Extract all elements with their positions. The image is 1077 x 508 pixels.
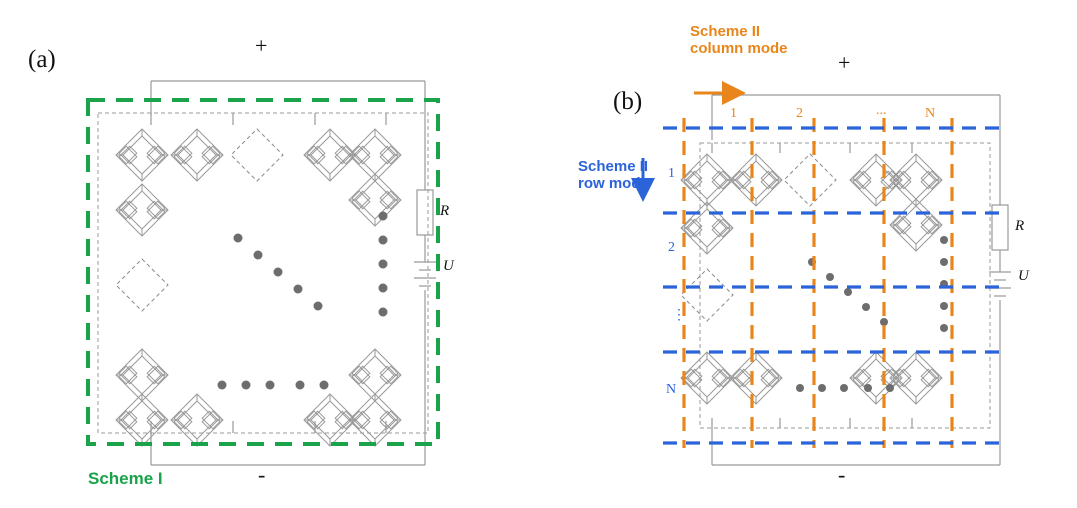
row-mode-line-2: row mode xyxy=(578,175,649,193)
ellipsis-dots-a xyxy=(218,212,388,390)
panel-a xyxy=(88,81,438,465)
column-mode-line-2: column mode xyxy=(690,40,788,58)
panel-b xyxy=(643,93,1011,465)
column-mode-line-1: Scheme II xyxy=(690,23,761,40)
cell-array-a xyxy=(116,129,401,446)
column-separators xyxy=(684,118,952,448)
panel-b-minus-sign: - xyxy=(838,462,846,487)
column-number-2: 2 xyxy=(796,106,803,121)
panel-b-plus-sign: + xyxy=(838,50,851,75)
column-number-1: 1 xyxy=(730,106,737,121)
panel-b-voltage-label: U xyxy=(1018,268,1029,284)
scheme-1-label: Scheme I xyxy=(88,469,163,488)
panel-b-resistor-label: R xyxy=(1015,218,1025,234)
panel-a-plus-sign: + xyxy=(255,33,268,58)
cell-array-b xyxy=(681,154,942,404)
row-number-ellipsis: ⋮ xyxy=(672,308,686,323)
row-number-n: N xyxy=(666,382,677,397)
column-number-ellipsis: ... xyxy=(876,103,887,118)
row-mode-line-1: Scheme II xyxy=(578,158,649,175)
panel-a-resistor-label: R xyxy=(440,203,450,219)
row-number-2: 2 xyxy=(668,240,675,255)
column-number-n: N xyxy=(925,106,936,121)
panel-b-label: (b) xyxy=(613,88,643,115)
scheme-2-column-mode-label xyxy=(690,23,788,58)
row-number-1: 1 xyxy=(668,166,675,181)
circuit-wiring-b xyxy=(700,95,1011,465)
scheme-2-row-mode-label xyxy=(578,158,649,193)
panel-a-voltage-label: U xyxy=(443,258,454,274)
panel-a-label: (a) xyxy=(28,46,56,73)
panel-a-minus-sign: - xyxy=(258,462,266,487)
